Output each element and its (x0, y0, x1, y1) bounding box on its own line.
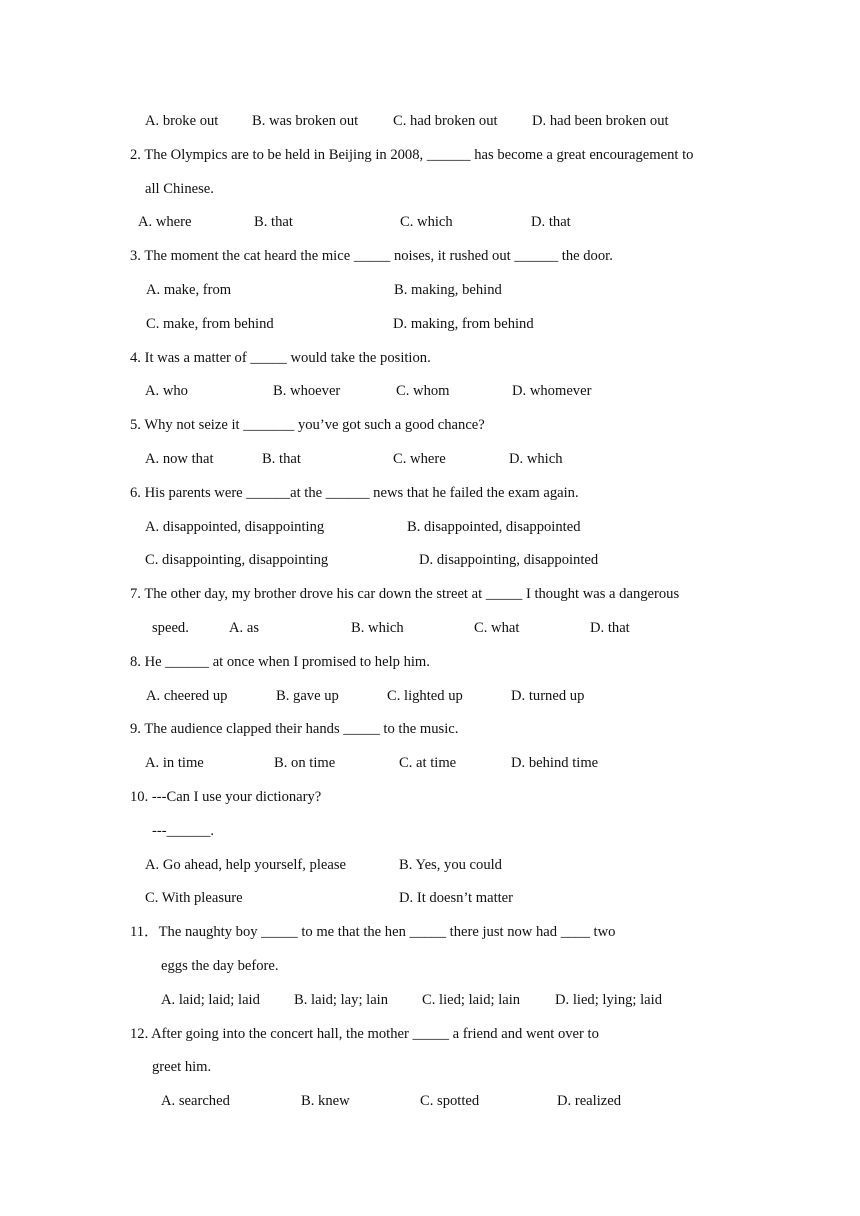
q8-options-3: D. turned up (511, 687, 585, 704)
q9-options-2: C. at time (399, 755, 457, 772)
q7-options-4: D. that (590, 620, 630, 636)
q10-options-2-0: C. With pleasure (145, 890, 243, 907)
q5-options-0: A. now that (145, 451, 214, 467)
q3-stem: 3. The moment the cat heard the mice _____ noises, it rushed out ______ the door. (130, 248, 613, 265)
q1-options-0: A. broke out (145, 113, 219, 129)
q10-options-2-1: D. It doesn’t matter (399, 890, 514, 907)
q12-stem: 12. After going into the concert hall, the mother _____ a friend and went over to (130, 1025, 599, 1042)
q2-options-0: A. where (138, 214, 192, 231)
q4-options-3: D. whomever (512, 383, 592, 400)
q3-options-1-0: A. make, from (146, 282, 232, 298)
q10-reply: ---______. (152, 822, 215, 839)
q11-stem-cont: eggs the day before. (161, 958, 279, 974)
q5-options-3: D. which (509, 451, 563, 467)
q9-options-3: D. behind time (511, 755, 599, 772)
q2-stem-cont: all Chinese. (145, 180, 214, 197)
q2-options-2: C. which (400, 214, 453, 231)
q6-stem: 6. His parents were ______at the ______ news that he failed the exam again. (130, 484, 579, 501)
q9-options-0: A. in time (145, 755, 204, 772)
q1-options-1: B. was broken out (252, 113, 359, 129)
q5-options-2: C. where (393, 451, 446, 467)
q11-options-1: B. laid; lay; lain (294, 991, 389, 1008)
q1-options-2: C. had broken out (393, 113, 498, 129)
q12-options-0: A. searched (161, 1093, 230, 1110)
q3-options-1-1: B. making, behind (394, 282, 502, 298)
q12-stem-cont: greet him. (152, 1059, 212, 1076)
q6-options-2-0: C. disappointing, disappointing (145, 552, 329, 569)
q11-options-0: A. laid; laid; laid (161, 991, 260, 1008)
q7-options-3: C. what (474, 620, 520, 636)
q7-options-2: B. which (351, 620, 404, 636)
q4-stem: 4. It was a matter of _____ would take the position. (130, 349, 431, 366)
q10-options-1-0: A. Go ahead, help yourself, please (145, 856, 346, 873)
q6-options-1-0: A. disappointed, disappointing (145, 518, 325, 535)
q6-options-2-1: D. disappointing, disappointed (419, 552, 599, 569)
q7-options-1: A. as (229, 620, 259, 636)
q8-stem: 8. He ______ at once when I promised to help him. (130, 653, 430, 670)
q3-options-2-1: D. making, from behind (393, 315, 534, 332)
q10-options-1-1: B. Yes, you could (399, 856, 502, 873)
q2-options-3: D. that (531, 214, 571, 231)
q9-stem: 9. The audience clapped their hands _____ to the music. (130, 721, 459, 738)
q11-options-3: D. lied; lying; laid (555, 991, 663, 1008)
q2-options-1: B. that (254, 214, 293, 231)
q1-options-3: D. had been broken out (532, 113, 669, 129)
q8-options-1: B. gave up (276, 687, 339, 704)
q5-stem: 5. Why not seize it _______ you’ve got such a good chance? (130, 417, 485, 434)
q11-stem: 11．The naughty boy _____ to me that the hen _____ there just now had ____ two (130, 924, 616, 941)
q11-options-2: C. lied; laid; lain (422, 991, 521, 1008)
q7-stem: 7. The other day, my brother drove his car down the street at _____ I thought was a dangerous (130, 586, 680, 603)
q4-options-0: A. who (145, 383, 188, 400)
q2-stem: 2. The Olympics are to be held in Beijing in 2008, ______ has become a great encouragement to (130, 146, 694, 163)
q12-options-2: C. spotted (420, 1093, 480, 1110)
q12-options-1: B. knew (301, 1093, 350, 1110)
q9-options-1: B. on time (274, 755, 336, 772)
q4-options-2: C. whom (396, 383, 450, 400)
q6-options-1-1: B. disappointed, disappointed (407, 518, 581, 535)
q10-stem: 10. ---Can I use your dictionary? (130, 789, 322, 805)
q5-options-1: B. that (262, 451, 301, 467)
q7-options-0: speed. (152, 620, 189, 636)
q8-options-0: A. cheered up (146, 687, 228, 704)
q8-options-2: C. lighted up (387, 687, 463, 704)
q3-options-2-0: C. make, from behind (146, 315, 274, 332)
q12-options-3: D. realized (557, 1093, 622, 1110)
q4-options-1: B. whoever (273, 383, 341, 400)
